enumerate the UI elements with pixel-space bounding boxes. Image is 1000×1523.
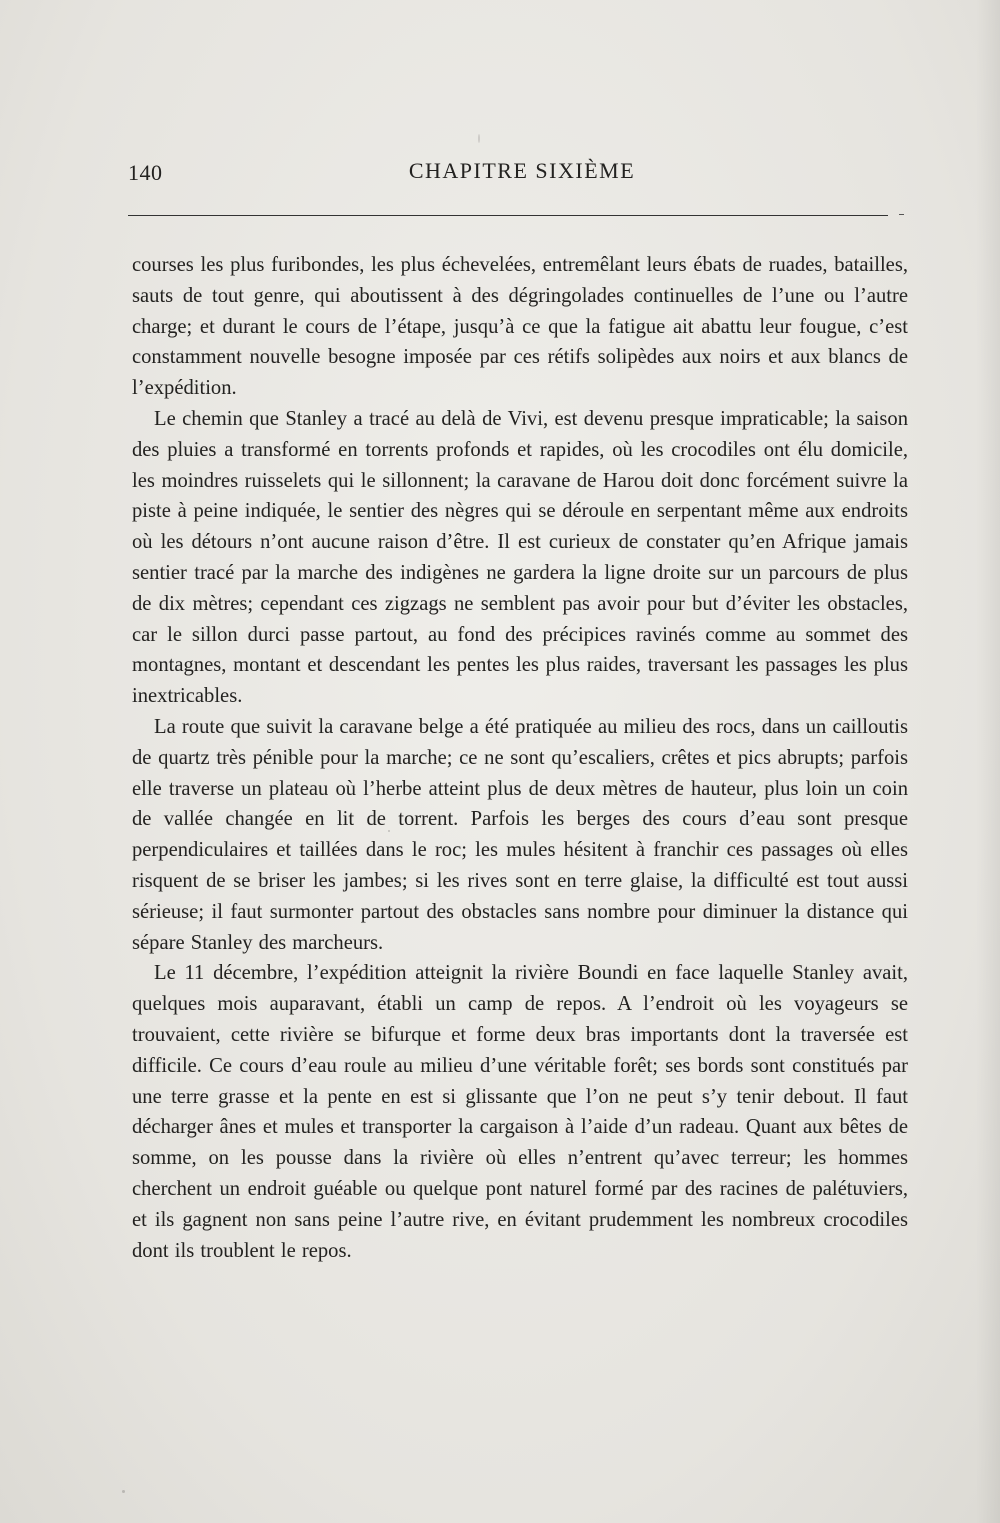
header-rule-tick (899, 214, 904, 215)
page-edge-shadow (976, 0, 1000, 1523)
running-head (128, 156, 908, 190)
paper-speck (388, 830, 390, 832)
paragraph: Le chemin que Stanley a tracé au delà de Vivi, est devenu presque impraticable; la saison des pluies a transformé en torrents profonds et rapides, où les crocodiles ont élu domicile, les moindres ruisselets qui le sillonnent; la caravane de Harou doit donc forcément suivre la piste à peine indiquée, le sentier des nègres qui se déroule en serpentant même aux endroits où les détours n’ont aucune raison d’être. Il est curieux de constater qu’en Afrique jamais sentier tracé par la marche des indigènes ne gardera la ligne droite sur un parcours de plus de dix mètres; cependant ces zigzags ne semblent pas avoir pour but d’éviter les obstacles, car le sillon durci passe partout, au fond des précipices ravinés comme au sommet des montagnes, montant et descendant les pentes les plus raides, traversant les passages les plus inextricables. (132, 407, 908, 708)
paragraph: La route que suivit la caravane belge a été pratiquée au milieu des rocs, dans un cailloutis de quartz très pénible pour la marche; ce ne sont qu’escaliers, crêtes et pics abrupts; parfois elle traverse un plateau où l’herbe atteint plus de deux mètres de hauteur, plus loin un coin de vallée changée en lit de torrent. Parfois les berges des cours d’eau sont presque perpendiculaires et taillées dans le roc; les mules hésitent à franchir ces passages où elles risquent de se briser les jambes; si les rives sont en terre glaise, la difficulté est tout aussi sérieuse; il faut surmonter partout des obstacles sans nombre pour diminuer la distance qui sépare Stanley des marcheurs. (132, 715, 908, 954)
body-text (132, 250, 908, 1266)
page-number: 140 (128, 160, 163, 185)
chapter-title: CHAPITRE SIXIÈME (408, 158, 636, 183)
paper-speck (478, 134, 480, 143)
paragraph-continued: courses les plus furibondes, les plus échevelées, entremêlant leurs ébats de ruades, batailles, sauts de tout genre, qui aboutissent à des dégringolades continuelles de l’une ou l’autre charge; et durant le cours de l’étape, jusqu’à ce que la fatigue ait abattu leur fougue, c’est constamment nouvelle besogne imposée par ces rétifs solipèdes aux noirs et aux blancs de l’expédition. (132, 254, 908, 400)
header-rule (128, 215, 888, 216)
paragraph: Le 11 décembre, l’expédition atteignit la rivière Boundi en face laquelle Stanley avait, quelques mois auparavant, établi un camp de repos. A l’endroit où les voyageurs se trouvaient, cette rivière se bifurque et forme deux bras importants dont la traversée est difficile. Ce cours d’eau roule au milieu d’une véritable forêt; ses bords sont constitués par une terre grasse et la pente en est si glissante que l’on ne peut s’y tenir debout. Il faut décharger ânes et mules et transporter la cargaison à l’aide d’un radeau. Quant aux bêtes de somme, on les pousse dans la rivière où elles n’entrent qu’avec terreur; les hommes cherchent un endroit guéable ou quelque pont naturel formé par des racines de palétuviers, et ils gagnent non sans peine l’autre rive, en évitant prudemment les nombreux crocodiles dont ils troublent le repos. (132, 962, 908, 1262)
paper-speck (122, 1490, 125, 1493)
